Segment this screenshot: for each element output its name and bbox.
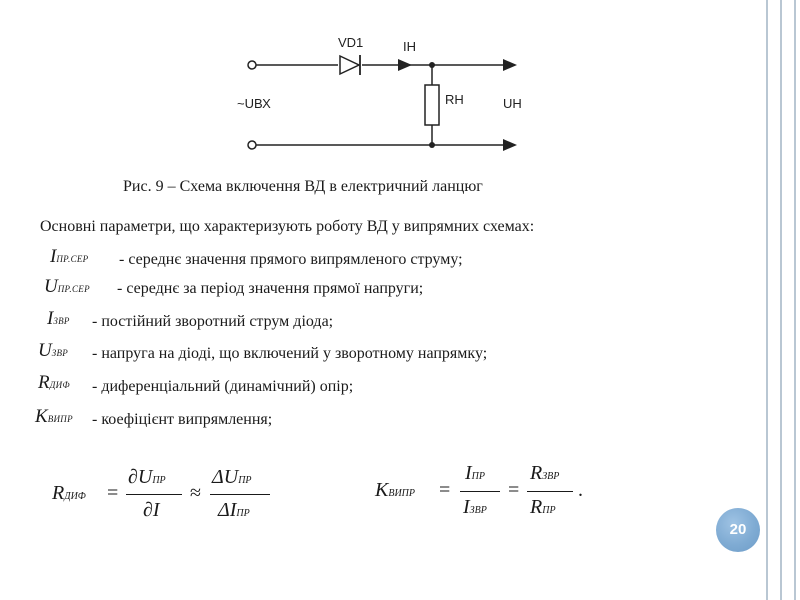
param-symbol-u-zvr: UЗВР	[38, 340, 69, 361]
formula2-fraction-line-1	[460, 491, 500, 492]
param-symbol-r-dyf: RДИФ	[38, 372, 70, 393]
formula1-numerator-2: ΔUПР	[212, 466, 252, 488]
circuit-diagram	[0, 0, 800, 170]
page-number-badge: 20	[716, 508, 760, 552]
formula1-denominator-2: ΔIПР	[218, 499, 250, 521]
current-arrow	[398, 59, 412, 71]
diode-vd1	[340, 55, 360, 75]
output-arrow-bottom	[503, 139, 517, 151]
param-text-u-pr-ser: - середнє за період значення прямої напруги;	[117, 280, 424, 297]
formula1-equals: =	[107, 482, 119, 504]
formula2-fraction-line-2	[527, 491, 573, 492]
formula1-lhs: RДИФ	[52, 482, 86, 504]
junction-dot-top	[429, 62, 435, 68]
resistor	[425, 85, 439, 125]
parameters-intro: Основні параметри, що характеризують роботу ВД у випрямних схемах:	[40, 218, 535, 235]
formula2-numerator-1: IПР	[465, 462, 486, 484]
formula1-denominator-1: ∂I	[143, 499, 160, 521]
junction-dot-bottom	[429, 142, 435, 148]
formula1-numerator-1: ∂UПР	[128, 466, 166, 488]
input-terminal-bottom	[248, 141, 256, 149]
output-arrow-top	[503, 59, 517, 71]
formula2-lhs: KВИПР	[375, 479, 416, 501]
diode-label: VD1	[338, 35, 364, 50]
formula2-equals-1: =	[439, 479, 451, 501]
param-text-i-zvr: - постійний зворотний струм діода;	[92, 313, 334, 330]
input-terminal-top	[248, 61, 256, 69]
formula2-numerator-2: RЗВР	[530, 462, 560, 484]
param-symbol-k-vypr: KВИПР	[35, 406, 73, 427]
current-label: IН	[403, 39, 416, 54]
param-symbol-i-zvr: IЗВР	[47, 308, 70, 329]
formula2-equals-2: =	[508, 479, 520, 501]
formula2-denominator-2: RПР	[530, 496, 556, 518]
resistor-label: RН	[445, 92, 464, 107]
param-symbol-u-pr-ser: UПР.СЕР	[44, 276, 90, 297]
param-text-r-dyf: - диференціальний (динамічний) опір;	[92, 378, 354, 395]
param-symbol-i-pr-ser: IПР.СЕР	[50, 246, 89, 267]
formula2-denominator-1: IЗВР	[463, 496, 487, 518]
formula2-period: .	[578, 479, 583, 501]
figure-caption: Рис. 9 – Схема включення ВД в електричний ланцюг	[123, 178, 483, 195]
formula1-fraction-line-2	[210, 494, 270, 495]
formula1-fraction-line-1	[126, 494, 182, 495]
output-voltage-label: UН	[503, 96, 522, 111]
param-text-k-vypr: - коефіцієнт випрямлення;	[92, 411, 273, 428]
formula1-approx: ≈	[190, 482, 201, 504]
param-text-i-pr-ser: - середнє значення прямого випрямленого струму;	[119, 251, 463, 268]
input-voltage-label: ~UВХ	[237, 96, 271, 111]
param-text-u-zvr: - напруга на діоді, що включений у зворотному напрямку;	[92, 345, 488, 362]
